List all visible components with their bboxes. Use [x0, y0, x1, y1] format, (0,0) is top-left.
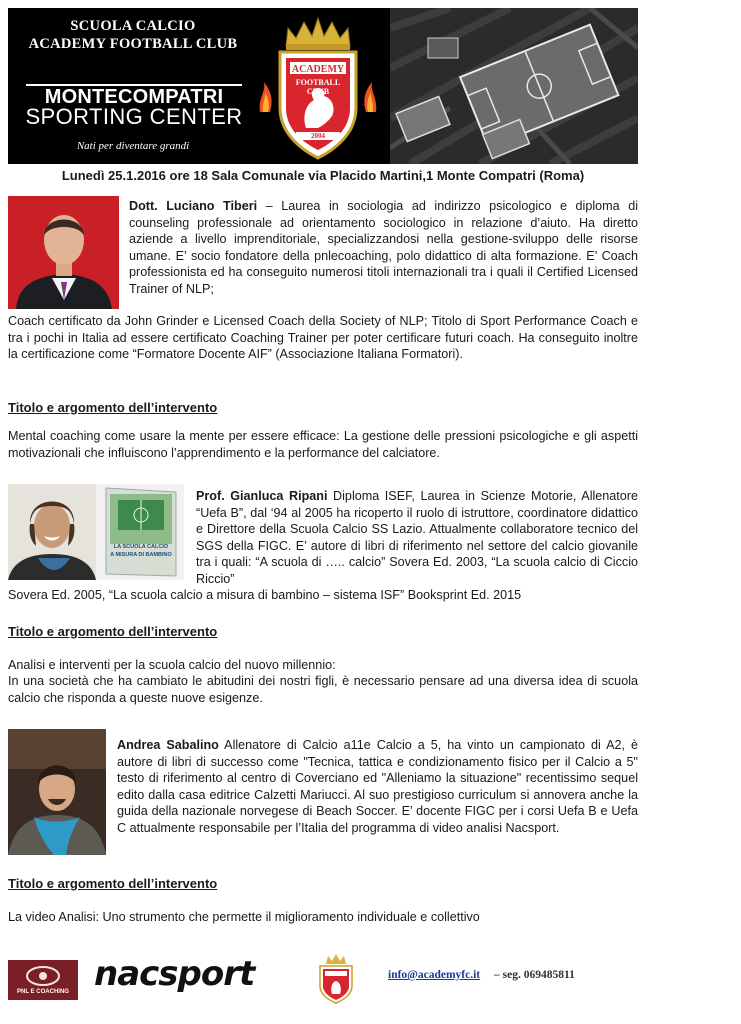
topic-heading-2: Titolo e argomento dell’intervento [8, 624, 218, 639]
header-banner [8, 8, 638, 164]
crest-year: 2004 [311, 132, 325, 140]
speaker-photo-sabalino [8, 729, 106, 855]
topic-heading-3: Titolo e argomento dell’intervento [8, 876, 218, 891]
tagline: Nati per diventare grandi [76, 140, 190, 152]
speaker-bio-wrap-tiberi [129, 198, 638, 297]
center-title: MONTECOMPATRI [44, 86, 224, 108]
nacsport-logo: nacsport [94, 954, 255, 994]
speaker-name-sabalino: Andrea Sabalino [117, 738, 219, 752]
speaker-bio-tiberi: – Laurea in sociologia ad indirizzo psicologico e diploma di counseling professionale ad orientamento sociologico in relazione d’aiuto. Ha diretto aziende a livello imprenditoriale, specializzandosi nella gestione-sviluppo delle risorse umane. E’ socio fondatore della pnlecoaching, polo didattico di alta formazione. E’ Coach professionista ed ha conseguito numerosi titoli internazionali tra i quali il Certified Licensed Trainer of NLP; [129, 199, 638, 296]
speaker-bio-wrap-sabalino [117, 737, 638, 836]
book-title-line2: A MISURA DI BAMBINO [110, 552, 172, 558]
topic-text-2b: In una società che ha cambiato le abitudini dei nostri figli, è necessario pensare ad una diversa idea di scuola calcio che risponda a queste nuove esigenze. [8, 674, 638, 705]
sporting-center-logo [18, 82, 250, 136]
speaker-bio-ripani: Diploma ISEF, Laurea in Scienze Motorie, Allenatore “Uefa B”, dal ‘94 al 2005 ha ricoperto il ruolo di istruttore, coordinatore didattico e Direttore della Scuola Calcio SS Lazio. Attualmente collaboratore tecnico del SGS della FIGC. E’ autore di libri di riferimento nel settore del calcio giovanile tra i quali: “A scuola di ….. calcio” Sovera Ed. 2003, “La scuola calcio di Ciccio Riccio” [196, 489, 639, 586]
pnl-logo-text: PNL E COACHING [17, 989, 69, 995]
topic-heading-1: Titolo e argomento dell’intervento [8, 400, 218, 415]
speaker-bio-sabalino: Allenatore di Calcio a11e Calcio a 5, ha vinto un campionato di A2, è autore di libri di successo come "Tecnica, tattica e condizionamento fisico per il Calcio a 5" testo di riferimento al centro di Coverciano ed "Alleniamo la situazione" recentissimo sequel edito dalla casa editrice Calzetti Mariucci. Al suo prestigioso curriculum si annovera anche la guida della nazionale norvegese di Beach Soccer. E’ docente FIGC per i corsi Uefa B e Uefa C attualmente responsabile per l’Italia del programma di video analisi Nacsport. [117, 738, 638, 835]
speaker-bio-full-ripani: Sovera Ed. 2005, “La scuola calcio a misura di bambino – sistema ISF” Booksprint Ed. 2015 [8, 588, 522, 602]
pnl-coaching-logo [8, 960, 78, 1000]
speaker-name-tiberi: Dott. Luciano Tiberi [129, 199, 258, 213]
crest-word-football-club: FOOTBALL CLUB [295, 78, 341, 96]
event-details: Lunedì 25.1.2016 ore 18 Sala Comunale via Placido Martini,1 Monte Compatri (Roma) [61, 168, 585, 183]
academy-crest [256, 12, 380, 162]
center-subtitle: SPORTING CENTER [25, 104, 243, 129]
speaker-photo-ripani [8, 484, 96, 580]
crest-word-academy: ACADEMY [291, 64, 345, 75]
topic-text-1: Mental coaching come usare la mente per essere efficace: La gestione delle pressioni psicologiche e gli aspetti motivazionali che influiscono l’apprendimento e la performance del calciatore. [8, 429, 638, 460]
speaker-photo-tiberi [8, 196, 119, 309]
speaker-bio-full-tiberi: Coach certificato da John Grinder e Licensed Coach della Society of NLP; Titolo di Sport Performance Coach e tra i pochi in Italia ad essere certificato Coaching Trainer per poter certificare futuri coach. Ha conseguito inoltre la certificazione come “Formatore Docente AIF” (Associazione Italiana Formatori). [8, 314, 638, 361]
book-title-line1: LA SCUOLA CALCIO [113, 544, 169, 550]
book-cover-image [96, 484, 184, 580]
speaker-name-ripani: Prof. Gianluca Ripani [196, 489, 328, 503]
aerial-photo [390, 8, 638, 164]
footer-crest [314, 954, 358, 1004]
speaker-bio-wrap-ripani [196, 488, 638, 587]
contact-email-link[interactable]: info@academyfc.it [388, 969, 481, 981]
topic-text-3: La video Analisi: Uno strumento che permette il miglioramento individuale e collettivo [8, 910, 480, 924]
banner-left [8, 8, 258, 164]
contact-phone: – seg. 069485811 [494, 969, 575, 981]
club-title: ACADEMY FOOTBALL CLUB [28, 36, 238, 52]
topic-text-2a: Analisi e interventi per la scuola calcio del nuovo millennio: [8, 658, 336, 672]
school-title: SCUOLA CALCIO [70, 18, 196, 34]
